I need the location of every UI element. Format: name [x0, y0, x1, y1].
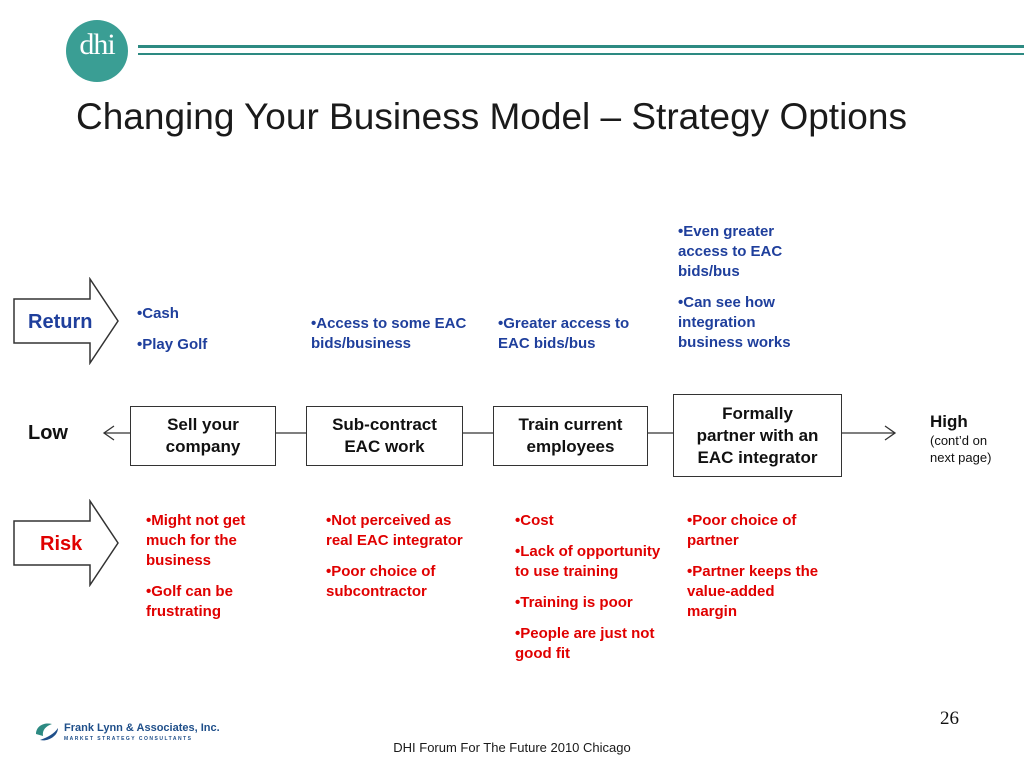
option-box-line: employees — [526, 437, 615, 456]
option-box-line: Train current — [518, 415, 623, 434]
return-item: •Can see how integration business works — [678, 294, 791, 351]
option-box-line: EAC integrator — [697, 447, 818, 467]
option-box-line: Sub-contract — [332, 415, 437, 434]
risk-list-train — [515, 511, 665, 675]
low-label: Low — [28, 422, 68, 444]
risk-item: •Poor choice of subcontractor — [326, 563, 436, 600]
page-number: 26 — [940, 708, 959, 729]
high-label: High — [930, 412, 968, 431]
company-tagline: MARKET STRATEGY CONSULTANTS — [64, 736, 193, 742]
option-box-train-employees — [493, 406, 648, 466]
return-item: •Play Golf — [137, 336, 208, 353]
dhi-logo-text: dhi — [79, 28, 115, 61]
option-box-line: company — [165, 437, 241, 456]
company-logo-icon — [34, 720, 60, 742]
option-box-line: Formally — [722, 403, 793, 423]
slide-title: Changing Your Business Model – Strategy Options — [76, 96, 907, 137]
risk-list-subcontract — [326, 511, 464, 613]
option-box-subcontract — [306, 406, 463, 466]
risk-label: Risk — [40, 533, 83, 555]
return-list-subcontract — [311, 314, 476, 365]
return-list-train — [498, 314, 640, 365]
risk-item: •Lack of opportunity to use training — [515, 543, 661, 580]
risk-item: •Partner keeps the value-added margin — [687, 563, 819, 620]
return-item: •Greater access to EAC bids/bus — [498, 315, 630, 352]
header-rule-bottom — [138, 53, 1024, 55]
risk-item: •Golf can be frustrating — [146, 583, 233, 620]
risk-item: •Training is poor — [515, 594, 633, 611]
return-list-partner — [678, 222, 820, 364]
footer-text: DHI Forum For The Future 2010 Chicago — [393, 740, 631, 755]
risk-item: •Poor choice of partner — [687, 512, 797, 549]
return-label: Return — [28, 311, 93, 333]
option-box-line: Sell your — [167, 415, 239, 434]
risk-item: •Cost — [515, 512, 554, 529]
option-box-line: partner with an — [696, 425, 819, 445]
option-box-formally-partner — [673, 394, 842, 477]
risk-item: •Not perceived as real EAC integrator — [326, 512, 463, 549]
risk-item: •People are just not good fit — [515, 625, 655, 662]
company-name: Frank Lynn & Associates, Inc. — [64, 722, 220, 734]
risk-list-sell — [146, 511, 276, 633]
return-item: •Cash — [137, 305, 179, 322]
high-label-group — [930, 412, 991, 466]
option-box-sell-company — [130, 406, 276, 466]
header-rule-top — [138, 45, 1024, 48]
high-note-line-1: (cont’d on — [930, 433, 988, 448]
option-box-line: EAC work — [344, 437, 425, 456]
high-note-line-2: next page) — [930, 450, 992, 465]
return-item: •Even greater access to EAC bids/bus — [678, 223, 783, 280]
risk-item: •Might not get much for the business — [146, 512, 246, 569]
return-item: •Access to some EAC bids/business — [311, 315, 467, 352]
return-list-sell — [137, 304, 297, 366]
risk-list-partner — [687, 511, 827, 633]
